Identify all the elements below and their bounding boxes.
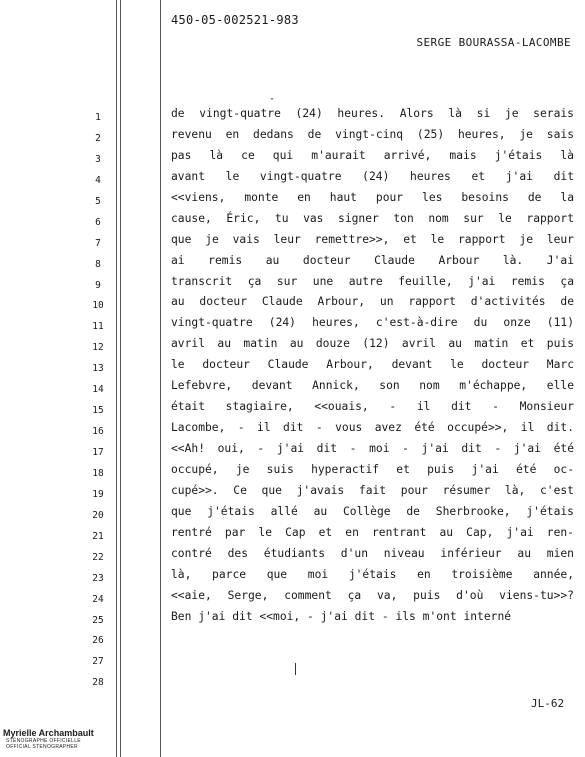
line-number: 18 bbox=[92, 467, 104, 479]
line-number: 11 bbox=[92, 321, 104, 333]
transcript-line: rentré par le Cap et en rentrant au Cap, j'ai ren- bbox=[171, 525, 574, 539]
page-code: JL-62 bbox=[531, 697, 565, 710]
line-number: 4 bbox=[95, 174, 101, 186]
transcript-line: au docteur Claude Arbour, un rapport d'activités de bbox=[171, 295, 574, 309]
transcript-line: cause, Éric, tu vas signer ton nom sur le rapport bbox=[171, 211, 574, 225]
line-number: 16 bbox=[92, 426, 104, 438]
witness-name: SERGE BOURASSA-LACOMBE bbox=[416, 36, 571, 49]
transcript-line: que je vais leur remettre>>, et le rapport je leur bbox=[171, 232, 574, 246]
transcript-line: <<Ah! oui, - j'ai dit - moi - j'ai dit - j'ai été bbox=[171, 442, 574, 455]
transcript-body bbox=[171, 104, 574, 627]
line-number: 26 bbox=[92, 635, 104, 647]
transcript-line: Ben j'ai dit <<moi, - j'ai dit - ils m'ont interné bbox=[171, 609, 512, 623]
stenographer-stamp bbox=[3, 728, 94, 750]
line-number: 25 bbox=[92, 614, 104, 626]
line-number: 17 bbox=[92, 447, 104, 458]
transcript-line: pas là ce qui m'aurait arrivé, mais j'étais là bbox=[171, 148, 574, 162]
transcript-line: transcrit ça sur une autre feuille, j'ai remis ça bbox=[171, 274, 574, 288]
transcript-line: cupé>>. Ce que j'avais fait pour résumer là, c'est bbox=[171, 483, 574, 497]
line-number: 19 bbox=[92, 488, 104, 500]
transcript-line: ai remis au docteur Claude Arbour là. J'ai bbox=[171, 253, 574, 267]
line-number: 22 bbox=[92, 551, 104, 563]
line-number: 7 bbox=[95, 237, 101, 249]
transcript-line: revenu en dedans de vingt-cinq (25) heures, je sais bbox=[171, 127, 574, 141]
line-number: 24 bbox=[92, 593, 104, 605]
line-number: 1 bbox=[95, 112, 101, 123]
line-number: 6 bbox=[95, 216, 101, 228]
transcript-line: là, parce que moi j'étais en troisième année, bbox=[171, 567, 574, 581]
line-number: 3 bbox=[95, 153, 101, 165]
line-number: 10 bbox=[92, 300, 104, 312]
line-number: 2 bbox=[95, 132, 101, 144]
transcript-line: que j'étais allé au Collège de Sherbrooke, j'étais bbox=[171, 504, 574, 518]
stamp-name: Myrielle Archambault bbox=[3, 728, 94, 738]
line-number-column bbox=[82, 108, 114, 694]
transcript-line: le docteur Claude Arbour, devant le docteur Marc bbox=[171, 358, 574, 372]
line-number: 14 bbox=[92, 384, 104, 396]
transcript-line: de vingt-quatre (24) heures. Alors là si je serais bbox=[171, 107, 574, 120]
line-number: 12 bbox=[92, 342, 104, 354]
file-number: 450-05-002521-983 bbox=[171, 13, 299, 27]
transcript-line: Lacombe, - il dit - vous avez été occupé>>, il dit. bbox=[171, 421, 574, 435]
line-number: 15 bbox=[92, 405, 104, 417]
line-number: 28 bbox=[92, 677, 104, 689]
footer-mark bbox=[295, 663, 296, 675]
stamp-line-1: STÉNOGRAPHE OFFICIELLE bbox=[6, 738, 81, 744]
margin-rule-left-2 bbox=[120, 0, 121, 757]
line-number: 13 bbox=[92, 363, 104, 375]
transcript-line: <<aie, Serge, comment ça va, puis d'où viens-tu>>? bbox=[171, 588, 574, 602]
line-number: 27 bbox=[92, 656, 104, 668]
transcript-line: occupé, je suis hyperactif et puis j'ai été oc- bbox=[171, 462, 574, 476]
margin-rule-right bbox=[160, 0, 161, 757]
transcript-line: était stagiaire, <<ouais, - il dit - Monsieur bbox=[171, 400, 574, 414]
line-number: 9 bbox=[95, 279, 101, 291]
line-number: 5 bbox=[95, 195, 101, 207]
transcript-line: <<viens, monte en haut pour les besoins de la bbox=[171, 190, 574, 204]
line-number: 21 bbox=[92, 530, 104, 542]
page-mark: · bbox=[269, 94, 276, 105]
transcript-line: avant le vingt-quatre (24) heures et j'ai dit bbox=[171, 169, 574, 183]
line-number: 8 bbox=[95, 258, 101, 270]
stamp-line-2: OFFICIAL STENOGRAPHER bbox=[6, 744, 78, 750]
transcript-line: avril au matin au douze (12) avril au matin et puis bbox=[171, 337, 574, 351]
line-number: 23 bbox=[92, 572, 104, 584]
transcript-line: contré des étudiants d'un niveau inférieur au mien bbox=[171, 546, 574, 560]
line-number: 20 bbox=[92, 509, 104, 521]
transcript-line: vingt-quatre (24) heures, c'est-à-dire du onze (11) bbox=[171, 316, 574, 330]
margin-rule-left-1 bbox=[116, 0, 117, 757]
transcript-line: Lefebvre, devant Annick, son nom m'échappe, elle bbox=[171, 379, 574, 393]
